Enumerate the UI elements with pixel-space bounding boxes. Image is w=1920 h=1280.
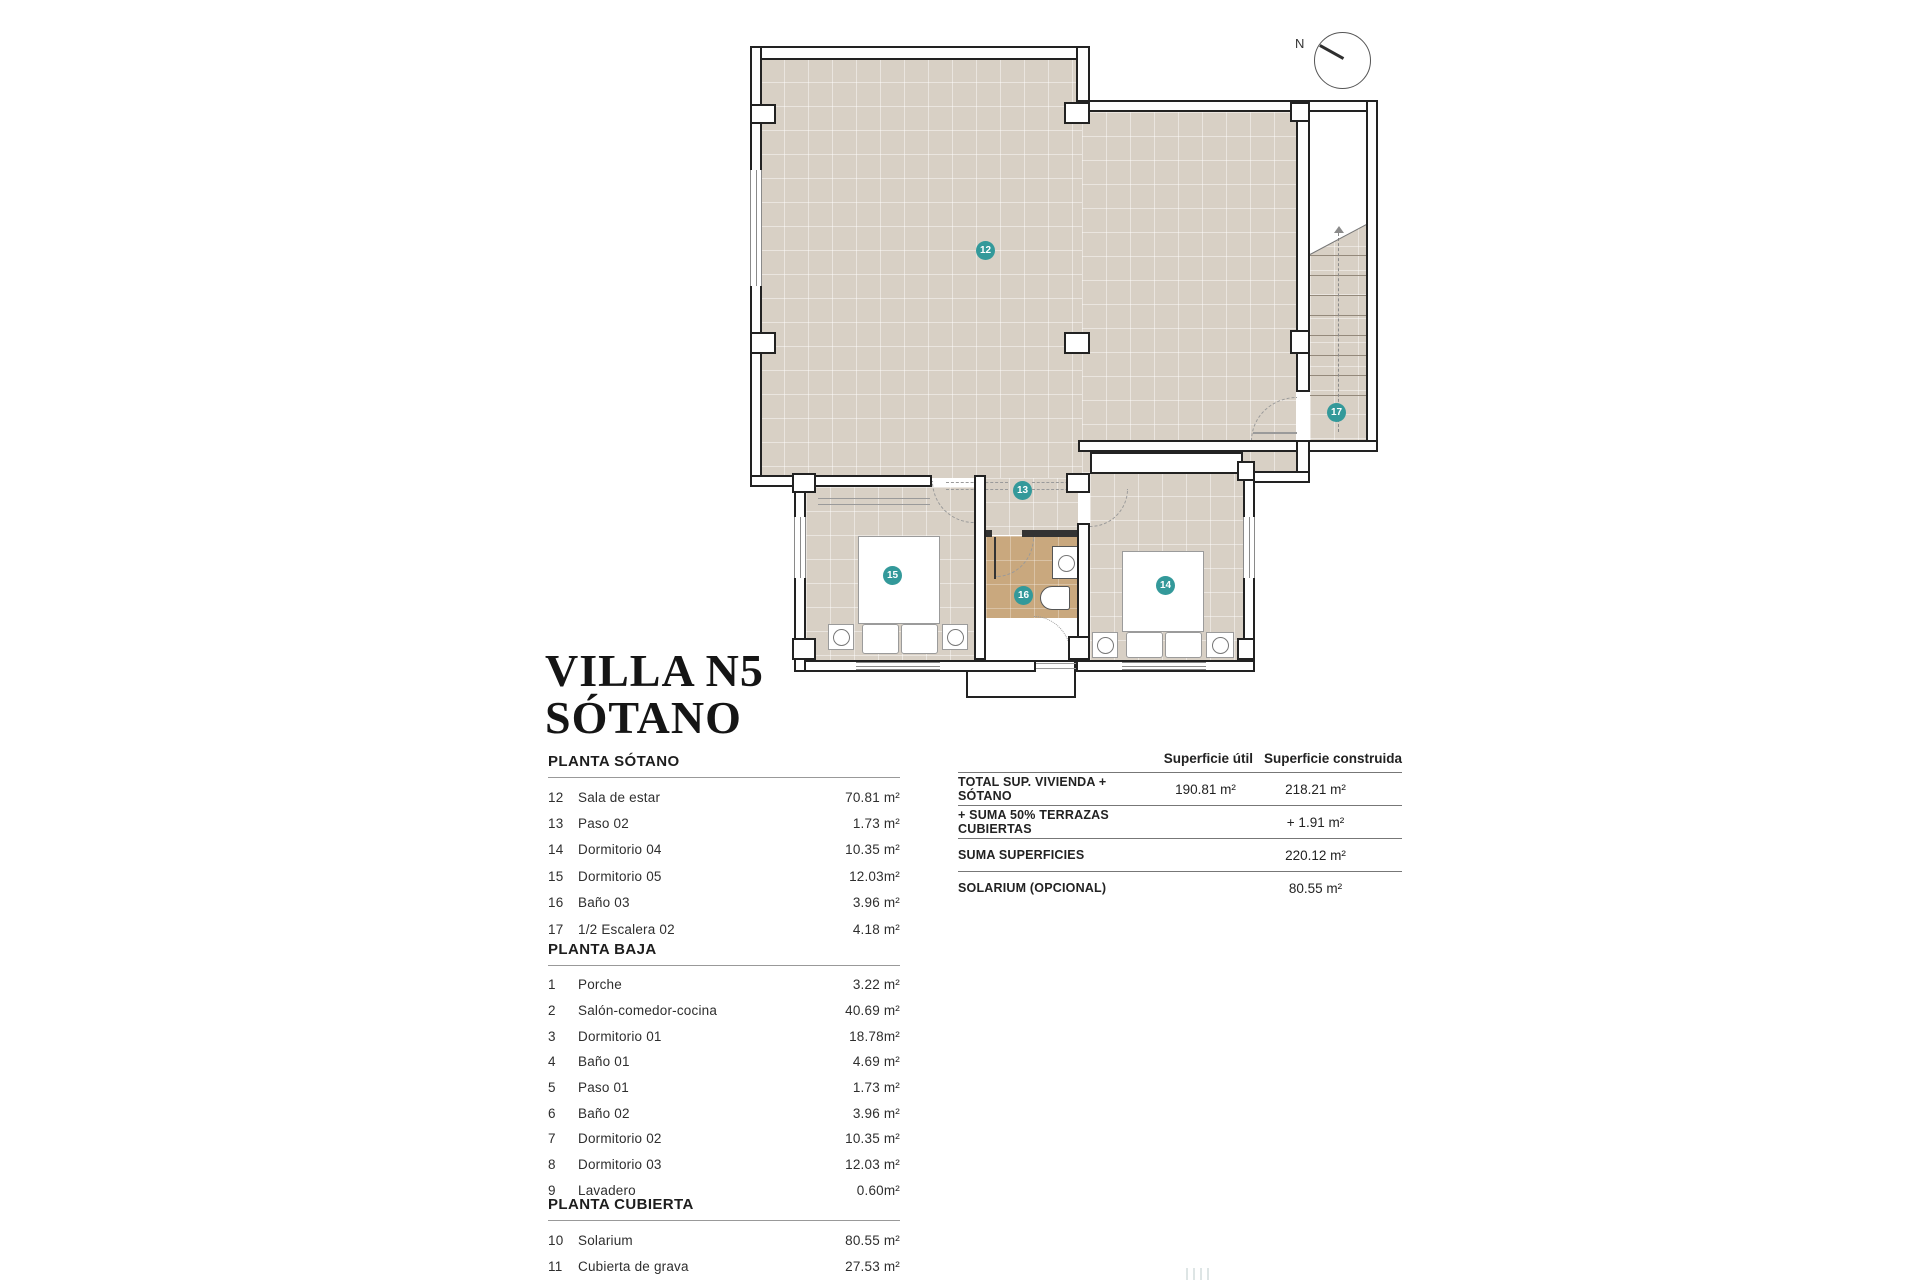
section-planta-sotano xyxy=(548,753,900,942)
door-threshold xyxy=(1036,668,1076,669)
section-planta-cubierta xyxy=(548,1196,900,1280)
table-row: 2 Salón-comedor-cocina 40.69 m² xyxy=(548,1003,900,1019)
table-row: 6 Baño 02 3.96 m² xyxy=(548,1105,900,1121)
wall-segment xyxy=(974,475,986,660)
section-heading: PLANTA BAJA xyxy=(548,941,900,966)
pillow xyxy=(862,624,899,654)
table-row: 12 Sala de estar 70.81 m² xyxy=(548,789,900,805)
sink xyxy=(1052,546,1080,579)
wall-segment xyxy=(750,46,1090,60)
pillar xyxy=(1290,330,1310,354)
nightstand xyxy=(1206,632,1234,658)
room-badge-17: 17 xyxy=(1327,403,1346,422)
room-12-floor-left xyxy=(760,58,1082,478)
wall-segment xyxy=(750,475,932,487)
section-planta-baja xyxy=(548,941,900,1203)
pillar xyxy=(1237,461,1255,481)
pillar xyxy=(792,473,816,493)
summary-header-row xyxy=(958,744,1402,773)
wardrobe-line xyxy=(818,498,930,505)
bathroom-wall xyxy=(1022,530,1077,537)
room-badge-12: 12 xyxy=(976,241,995,260)
pillar xyxy=(1237,638,1255,660)
pillar xyxy=(1068,636,1090,660)
wall-segment xyxy=(1078,440,1378,452)
pillow xyxy=(1165,632,1202,658)
table-row: 14 Dormitorio 04 10.35 m² xyxy=(548,842,900,858)
window xyxy=(856,662,940,670)
table-row: 1 Porche 3.22 m² xyxy=(548,977,900,993)
stair-direction-arrow xyxy=(1334,226,1344,233)
summary-row: TOTAL SUP. VIVIENDA + SÓTANO 190.81 m² 218.21 m² xyxy=(958,773,1402,806)
toilet xyxy=(1040,586,1070,610)
table-row: 15 Dormitorio 05 12.03m² xyxy=(548,868,900,884)
table-row: 10 Solarium 80.55 m² xyxy=(548,1232,900,1248)
table-row: 13 Paso 02 1.73 m² xyxy=(548,816,900,832)
bathroom-wall xyxy=(986,530,992,537)
table-row: 11 Cubierta de grava 27.53 m² xyxy=(548,1259,900,1275)
door-arc xyxy=(1034,616,1072,658)
pillar xyxy=(750,332,776,354)
table-row: 17 1/2 Escalera 02 4.18 m² xyxy=(548,921,900,937)
nightstand xyxy=(828,624,854,650)
summary-col-util: Superficie útil xyxy=(1163,750,1253,766)
section-heading: PLANTA CUBIERTA xyxy=(548,1196,900,1221)
wardrobe xyxy=(1090,452,1243,474)
window xyxy=(1122,662,1206,670)
cropped-watermark-fragment xyxy=(1186,1268,1214,1280)
north-compass-icon xyxy=(1314,32,1371,89)
section-heading: PLANTA SÓTANO xyxy=(548,753,900,778)
title-line-1: VILLA N5 xyxy=(545,645,764,696)
pillar xyxy=(1066,473,1090,493)
pillow xyxy=(901,624,938,654)
summary-col-construida: Superficie construida xyxy=(1263,750,1402,766)
table-row: 4 Baño 01 4.69 m² xyxy=(548,1054,900,1070)
pillar xyxy=(1064,102,1090,124)
pillow xyxy=(1126,632,1163,658)
wall-segment xyxy=(1366,100,1378,452)
nightstand xyxy=(942,624,968,650)
pillar xyxy=(1064,332,1090,354)
table-row: 16 Baño 03 3.96 m² xyxy=(548,895,900,911)
nightstand xyxy=(1092,632,1118,658)
table-row: 3 Dormitorio 01 18.78m² xyxy=(548,1028,900,1044)
title-line-2: SÓTANO xyxy=(545,691,742,743)
page-title xyxy=(545,645,764,743)
surface-summary-table xyxy=(958,744,1402,904)
window xyxy=(1243,517,1255,578)
door-threshold xyxy=(1036,663,1076,664)
summary-row: + SUMA 50% TERRAZAS CUBIERTAS + 1.91 m² xyxy=(958,806,1402,839)
summary-row: SUMA SUPERFICIES 220.12 m² xyxy=(958,839,1402,872)
table-row: 9 Lavadero 0.60m² xyxy=(548,1182,900,1198)
pillar xyxy=(1290,102,1310,122)
wall-segment xyxy=(1076,100,1378,112)
stair-center-dashed-line xyxy=(1338,228,1339,432)
summary-row: SOLARIUM (OPCIONAL) 80.55 m² xyxy=(958,880,1343,896)
table-row: 7 Dormitorio 02 10.35 m² xyxy=(548,1131,900,1147)
window xyxy=(794,517,806,578)
pillar xyxy=(792,638,816,660)
door-leaf xyxy=(1253,432,1297,434)
table-row: 5 Paso 01 1.73 m² xyxy=(548,1080,900,1096)
window xyxy=(750,170,762,286)
room-badge-16: 16 xyxy=(1014,586,1033,605)
pillar xyxy=(750,104,776,124)
north-label: N xyxy=(1295,36,1305,51)
table-row: 8 Dormitorio 03 12.03 m² xyxy=(548,1157,900,1173)
room-badge-15: 15 xyxy=(883,566,902,585)
room-badge-14: 14 xyxy=(1156,576,1175,595)
room-badge-13: 13 xyxy=(1013,481,1032,500)
